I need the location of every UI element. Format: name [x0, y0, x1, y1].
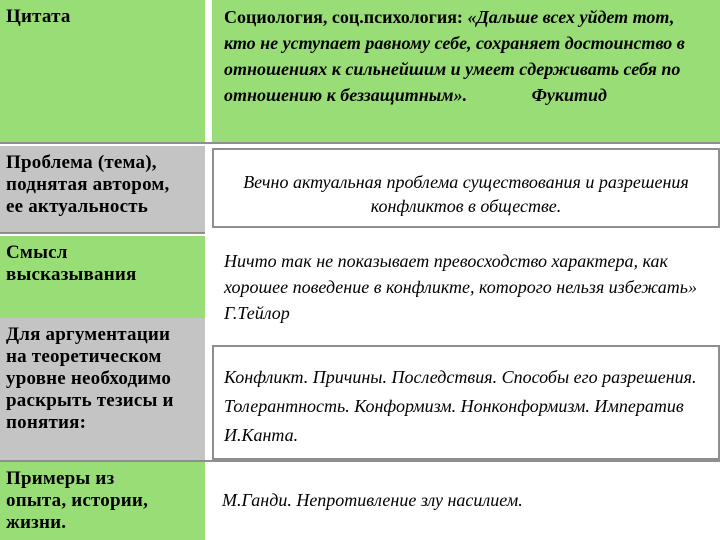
row-divider — [0, 232, 205, 234]
quote-prefix: Социология, соц.психология: — [224, 7, 468, 27]
theory-cell: Конфликт. Причины. Последствия. Способы его разрешения. Толерантность. Конформизм. Нонконформизм. Императив И.Канта. — [212, 345, 720, 460]
quote-author: Фукитид — [531, 85, 607, 105]
quote-cell — [212, 0, 720, 142]
meaning-cell: Ничто так не показывает превосходство характера, как хорошее поведение в конфликте, которого нельзя избежать» Г.Тейлор — [212, 240, 720, 340]
row-label-quote: Цитата — [0, 0, 205, 142]
quote-text: «Дальше всех уйдет тот, кто не уступает равному себе, сохраняет достоинство в отношениях к сильнейшим и умеет сдерживать себя по отношению к беззащитным». — [224, 7, 685, 105]
row-divider — [0, 460, 720, 462]
row-divider — [0, 142, 720, 144]
row-label-problem: Проблема (тема), поднятая автором, ее актуальность — [0, 146, 205, 232]
row-label-meaning: Смысл высказывания — [0, 236, 205, 318]
problem-cell: Вечно актуальная проблема существования и разрешения конфликтов в обществе. — [212, 148, 720, 228]
row-label-theory: Для аргументации на теоретическом уровне необходимо раскрыть тезисы и понятия: — [0, 318, 205, 460]
examples-cell: М.Ганди. Непротивление злу насилием. — [222, 490, 523, 510]
row-label-examples: Примеры из опыта, истории, жизни. — [0, 462, 205, 540]
